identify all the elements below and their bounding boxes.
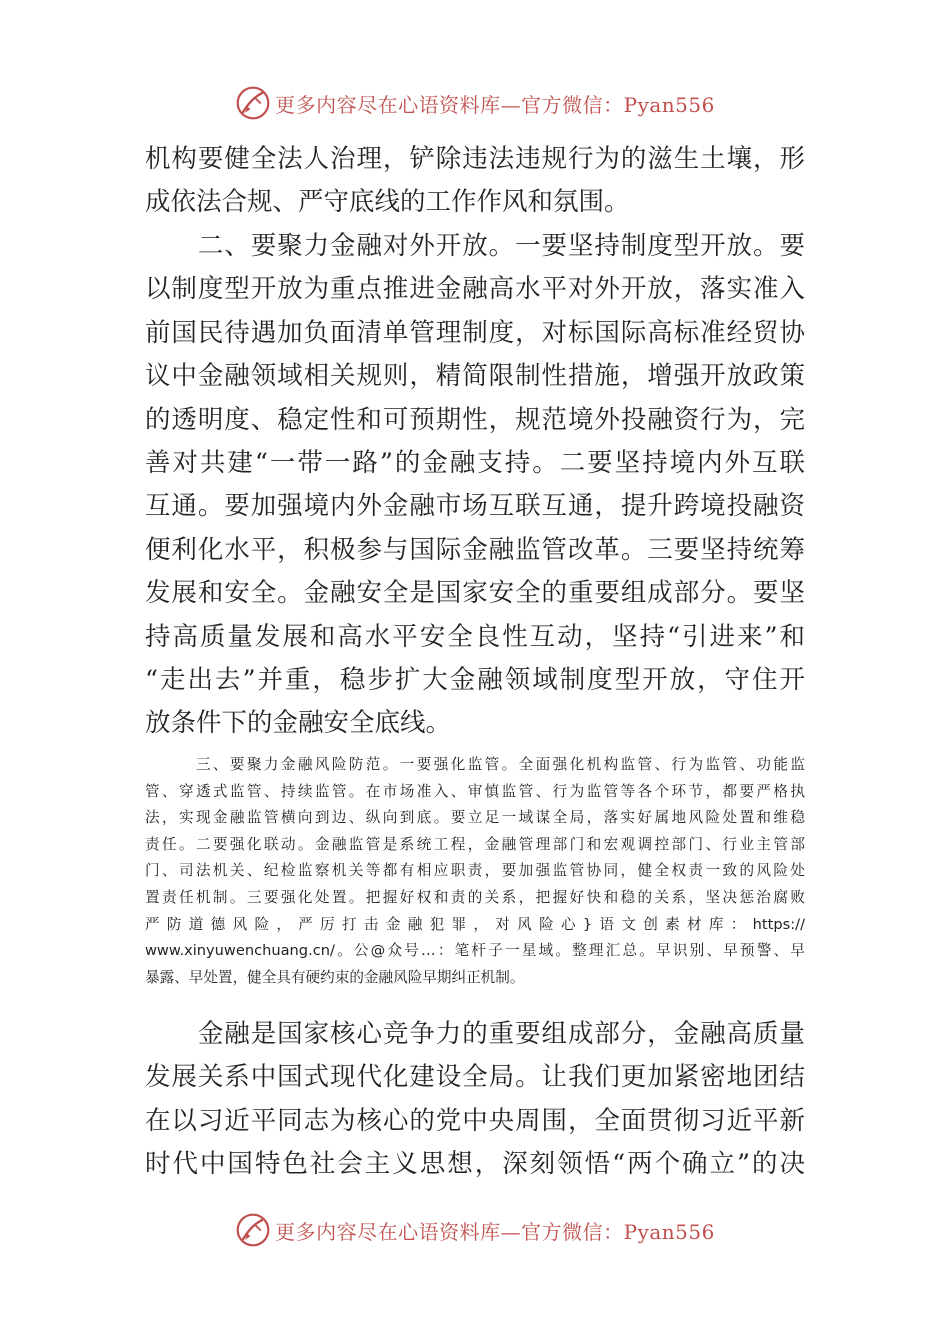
footer-banner xyxy=(0,1207,950,1253)
text-line: 放条件下的金融安全底线。 xyxy=(145,708,452,739)
text-line: 暴露、早处置，健全具有硬约束的金融风险早期纠正机制。 xyxy=(145,968,525,986)
text-line: 二、要聚力金融对外开放。一要坚持制度型开放。要 xyxy=(145,231,805,261)
text-line: 门、司法机关、纪检监察机关等都有相应职责，要加强监管协同，健全权责一致的风险处 xyxy=(145,862,805,880)
banner-text: 更多内容尽在心语资料库—官方微信：Pyan556 xyxy=(275,1219,715,1244)
text-line: 前国民待遇加负面清单管理制度，对标国际高标准经贸协 xyxy=(145,317,805,348)
text-line: 发展关系中国式现代化建设全局。让我们更加紧密地团结 xyxy=(145,1062,805,1093)
text-line: 善对共建“一带一路”的金融支持。二要坚持境内外互联 xyxy=(145,447,805,478)
text-line: 互通。要加强境内外金融市场互联互通，提升跨境投融资 xyxy=(145,491,805,522)
text-line: 管、穿透式监管、持续监管。在市场准入、审慎监管、行为监管等各个环节，都要严格执 xyxy=(145,782,805,800)
pen-logo-icon xyxy=(235,85,271,121)
text-line: 议中金融领域相关规则，精简限制性措施，增强开放政策 xyxy=(145,361,805,392)
paragraph-opening-up xyxy=(145,225,805,746)
text-line: 时代中国特色社会主义思想，深刻领悟“两个确立”的决 xyxy=(145,1149,805,1180)
text-line: 发展和安全。金融安全是国家安全的重要组成部分。要坚 xyxy=(145,578,805,609)
header-banner xyxy=(0,80,950,126)
paragraph-conclusion xyxy=(145,1013,805,1187)
text-line: 的透明度、稳定性和可预期性，规范境外投融资行为，完 xyxy=(145,404,805,435)
text-line: 金融是国家核心竞争力的重要组成部分，金融高质量 xyxy=(145,1019,805,1049)
text-line: 机构要健全法人治理，铲除违法违规行为的滋生土壤，形 xyxy=(145,144,805,174)
text-line: 成依法合规、严守底线的工作作风和氛围。 xyxy=(145,187,630,218)
text-line: 在以习近平同志为核心的党中央周围，全面贯彻习近平新 xyxy=(145,1105,805,1136)
paragraph-risk-prevention xyxy=(145,752,805,991)
text-line: 三、要聚力金融风险防范。一要强化监管。全面强化机构监管、行为监管、功能监 xyxy=(145,756,805,773)
text-line: 以制度型开放为重点推进金融高水平对外开放，落实准入 xyxy=(145,274,805,305)
text-line: www.xinyuwenchuang.cn/。公@众号…：笔杆子一星域。整理汇总。早识别、早预警、早 xyxy=(145,942,805,960)
text-line: “走出去”并重，稳步扩大金融领域制度型开放，守住开 xyxy=(145,664,805,695)
text-line: 置责任机制。三要强化处置。把握好权和责的关系，把握好快和稳的关系，坚决惩治腐败 xyxy=(145,888,805,906)
pen-logo-icon xyxy=(235,1212,271,1248)
paragraph-continuation xyxy=(145,138,805,225)
text-line: 便利化水平，积极参与国际金融监管改革。三要坚持统筹 xyxy=(145,534,805,565)
text-line: 持高质量发展和高水平安全良性互动，坚持“引进来”和 xyxy=(145,621,805,652)
text-line: 责任。二要强化联动。金融监管是系统工程，金融管理部门和宏观调控部门、行业主管部 xyxy=(145,835,805,853)
banner-text: 更多内容尽在心语资料库—官方微信：Pyan556 xyxy=(275,92,715,117)
text-line: 严防道德风险，严厉打击金融犯罪，对风险心}语文创素材库：https:// xyxy=(145,915,805,933)
text-line: 法，实现金融监管横向到边、纵向到底。要立足一域谋全局，落实好属地风险处置和维稳 xyxy=(145,809,805,827)
